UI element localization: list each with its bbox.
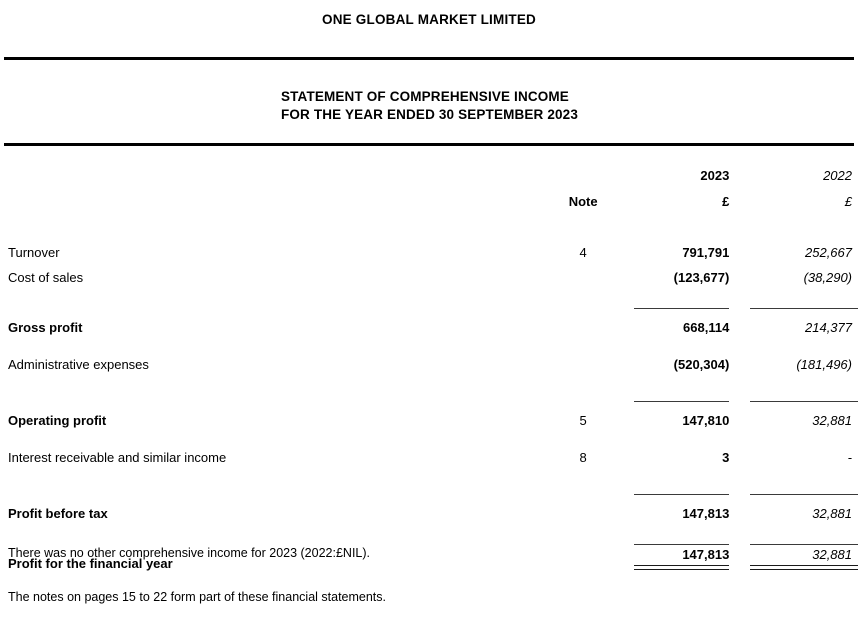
header-spacer-cell-2 (0, 182, 550, 208)
footnote-other-comprehensive-income: There was no other comprehensive income for 2023 (2022:£NIL). (8, 546, 370, 560)
spacer-row (0, 334, 858, 346)
company-name-heading: ONE GLOBAL MARKET LIMITED (322, 12, 536, 27)
row-value-2023: 668,114 (683, 320, 730, 335)
spacer-row (0, 520, 858, 532)
header-year-2023: 2023 (700, 168, 730, 183)
table-row (0, 234, 858, 259)
row-note: 4 (579, 245, 587, 260)
spacer-row (0, 371, 858, 389)
subtotal-rule-row (0, 389, 858, 402)
row-value-2022: (181,496) (796, 357, 852, 372)
row-value-2022: 252,667 (805, 245, 852, 260)
row-value-2022: - (847, 450, 852, 465)
statement-title-line-1: STATEMENT OF COMPREHENSIVE INCOME (281, 89, 569, 104)
header-divider-bottom (4, 143, 854, 146)
row-label: Administrative expenses (8, 357, 149, 372)
subtotal-rule-2023 (617, 389, 736, 402)
row-note (550, 346, 617, 371)
row-value-2022: 32,881 (812, 506, 852, 521)
table-row (0, 439, 858, 464)
row-label: Interest receivable and similar income (8, 450, 227, 465)
table-row (0, 402, 858, 427)
row-value-2023: (123,677) (673, 270, 730, 285)
subtotal-rule-2022 (735, 296, 858, 309)
subtotal-rule-2022 (735, 482, 858, 495)
header-spacer-cell (0, 160, 550, 182)
header-currency-2023: £ (722, 194, 730, 209)
statement-title-line-2: FOR THE YEAR ENDED 30 SEPTEMBER 2023 (281, 107, 578, 122)
subtotal-rule-2023 (617, 296, 736, 309)
spacer-row (0, 284, 858, 296)
row-value-2022 (735, 545, 858, 570)
table-row (0, 495, 858, 520)
total-value-2022-text: 32,881 (812, 547, 852, 562)
row-label: Cost of sales (8, 270, 84, 285)
row-value-2023: 791,791 (682, 245, 730, 260)
table-row (0, 259, 858, 284)
subtotal-rule-row (0, 296, 858, 309)
spacer-row (0, 427, 858, 439)
statement-title (281, 88, 578, 124)
header-currency-2022: £ (844, 194, 852, 209)
row-value-2023: 147,810 (682, 413, 730, 428)
row-value-2023: 3 (722, 450, 730, 465)
row-value-2022: 32,881 (812, 413, 852, 428)
footnote-notes-reference: The notes on pages 15 to 22 form part of these financial statements. (8, 590, 387, 604)
total-double-underline-2023 (634, 565, 729, 570)
total-value-2023-text: 147,813 (682, 547, 730, 562)
row-label: Profit before tax (8, 506, 108, 521)
row-note (550, 309, 617, 334)
spacer-row (0, 464, 858, 482)
spacer-row (0, 208, 858, 234)
table-header-year-row (0, 160, 858, 182)
subtotal-rule-row (0, 532, 858, 545)
subtotal-rule-row (0, 482, 858, 495)
row-note (550, 259, 617, 284)
row-value-2022: 214,377 (805, 320, 852, 335)
row-label: Profit for the financial year (8, 556, 173, 571)
subtotal-rule-2022 (735, 532, 858, 545)
subtotal-rule-2022 (735, 389, 858, 402)
header-year-2022: 2022 (823, 168, 852, 183)
subtotal-rule-2023 (617, 532, 736, 545)
row-label: Turnover (8, 245, 60, 260)
table-header-currency-row (0, 182, 858, 208)
total-double-underline-2022 (750, 565, 858, 570)
table-row (0, 309, 858, 334)
row-note (550, 495, 617, 520)
row-label: Gross profit (8, 320, 83, 335)
row-value-2023 (617, 545, 736, 570)
row-value-2022: (38,290) (803, 270, 852, 285)
row-value-2023: 147,813 (682, 506, 730, 521)
table-row (0, 346, 858, 371)
row-note (550, 545, 617, 570)
row-note: 8 (579, 450, 587, 465)
header-note-spacer (550, 160, 617, 182)
row-value-2023: (520,304) (673, 357, 730, 372)
income-statement-table (0, 160, 858, 570)
header-divider-top (4, 57, 854, 60)
subtotal-rule-2023 (617, 482, 736, 495)
header-note-label: Note (568, 194, 598, 209)
row-label: Operating profit (8, 413, 107, 428)
row-note: 5 (579, 413, 587, 428)
